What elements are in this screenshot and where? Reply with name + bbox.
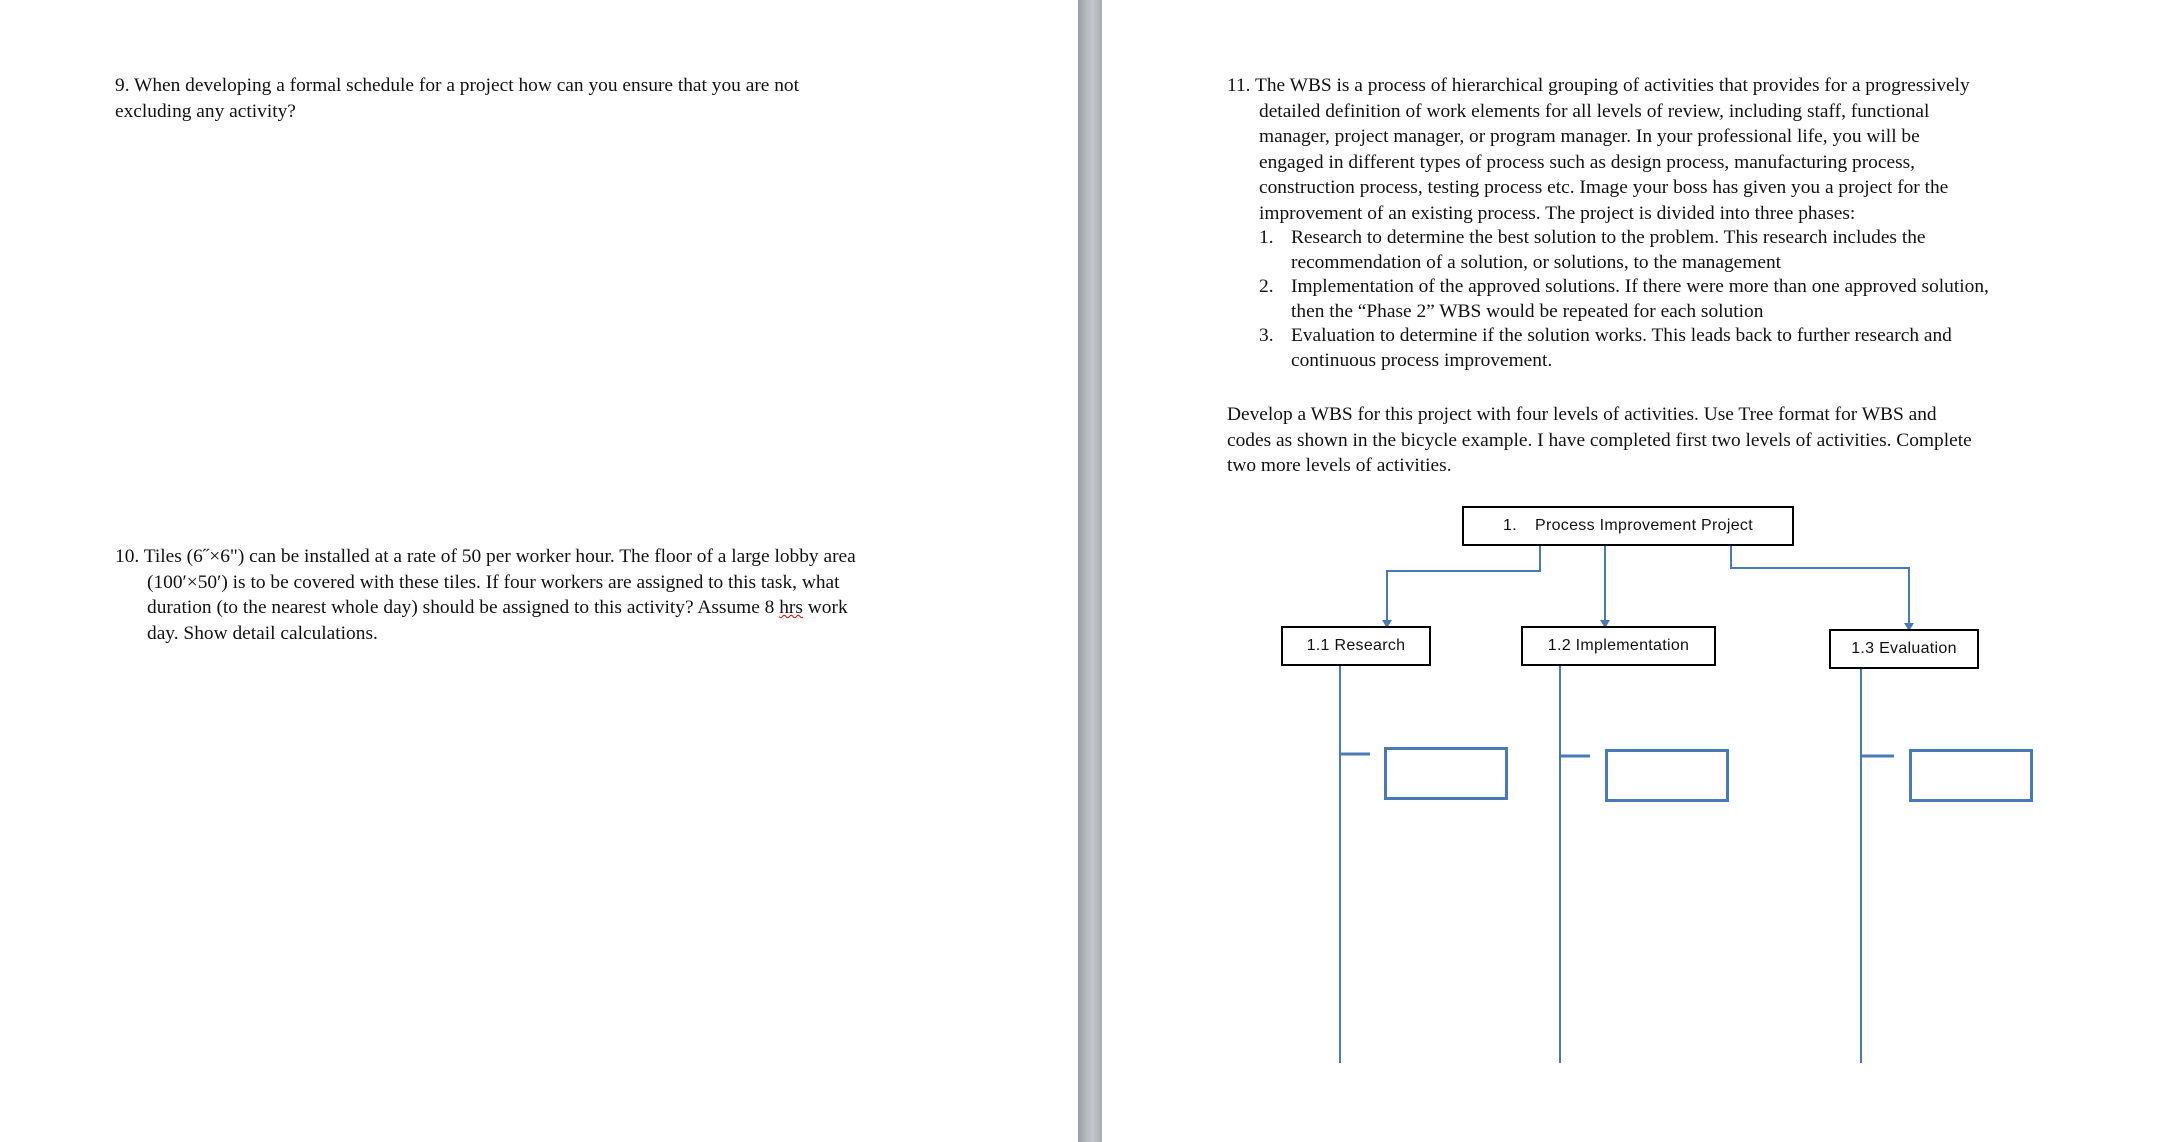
wbs-root-number: 1. [1503,517,1517,534]
q11-intro-line: 11. The WBS is a process of hierarchical grouping of activities that provides for a progressively [1227,75,1970,96]
q11-intro-line: detailed definition of work elements for all levels of review, including staff, functional [1259,100,1930,122]
wbs-empty-box-implementation [1605,749,1729,802]
wbs-empty-box-evaluation [1909,749,2033,802]
q11-intro-line: engaged in different types of process such as design process, manufacturing process, [1259,151,1916,173]
instruction-line: Develop a WBS for this project with four levels of activities. Use Tree format for WBS and [1227,404,1937,425]
wbs-root-label: Process Improvement Project [1535,517,1753,534]
q9-line-1: 9. When developing a formal schedule for a project how can you ensure that you are not [115,75,800,96]
wbs-node-research: 1.1 Research [1281,626,1431,666]
q11-intro-line: construction process, testing process etc. Image your boss has given you a project for the [1259,177,1949,198]
phase-number: 2. [1259,276,1274,297]
phase-text: Evaluation to determine if the solution works. This leads back to further research and [1291,325,1952,346]
phase-item-continued: then the “Phase 2” WBS would be repeated for each solution [1291,300,1764,322]
phase-number: 3. [1259,325,1274,346]
q11-intro-line: improvement of an existing process. The project is divided into three phases: [1259,202,1856,224]
spelling-flag: hrs [779,597,803,618]
phase-number: 1. [1259,227,1274,248]
q10-line-4: day. Show detail calculations. [147,622,378,644]
wbs-root-node [1462,506,1794,546]
q10-line-1: 10. Tiles (6˝×6") can be installed at a rate of 50 per worker hour. The floor of a large lobby area [115,546,856,567]
wbs-node-evaluation: 1.3 Evaluation [1829,629,1979,669]
wbs-node-implementation: 1.2 Implementation [1521,626,1716,666]
q11-intro-line: manager, project manager, or program manager. In your professional life, you will be [1259,126,1920,147]
phase-text: Implementation of the approved solutions. If there were more than one approved solution, [1291,276,1989,297]
connector-root-to-research [1387,546,1540,622]
q10-line-3-end: work [802,597,848,618]
wbs-empty-box-research [1384,747,1508,800]
phase-text: Research to determine the best solution to the problem. This research includes the [1291,227,1926,248]
q10-line-2: (100′×50′) is to be covered with these tiles. If four workers are assigned to this task, what [147,571,840,593]
instruction-line: two more levels of activities. [1227,455,1452,476]
q10-line-3-text: duration (to the nearest whole day) should be assigned to this activity? Assume 8 [147,597,780,618]
phase-item-continued: continuous process improvement. [1291,349,1553,371]
connector-root-to-evaluation [1731,546,1909,625]
phase-item-continued: recommendation of a solution, or solutions, to the management [1291,251,1782,273]
q9-line-2: excluding any activity? [115,100,296,122]
instruction-line: codes as shown in the bicycle example. I have completed first two levels of activities. Complete [1227,429,1972,451]
